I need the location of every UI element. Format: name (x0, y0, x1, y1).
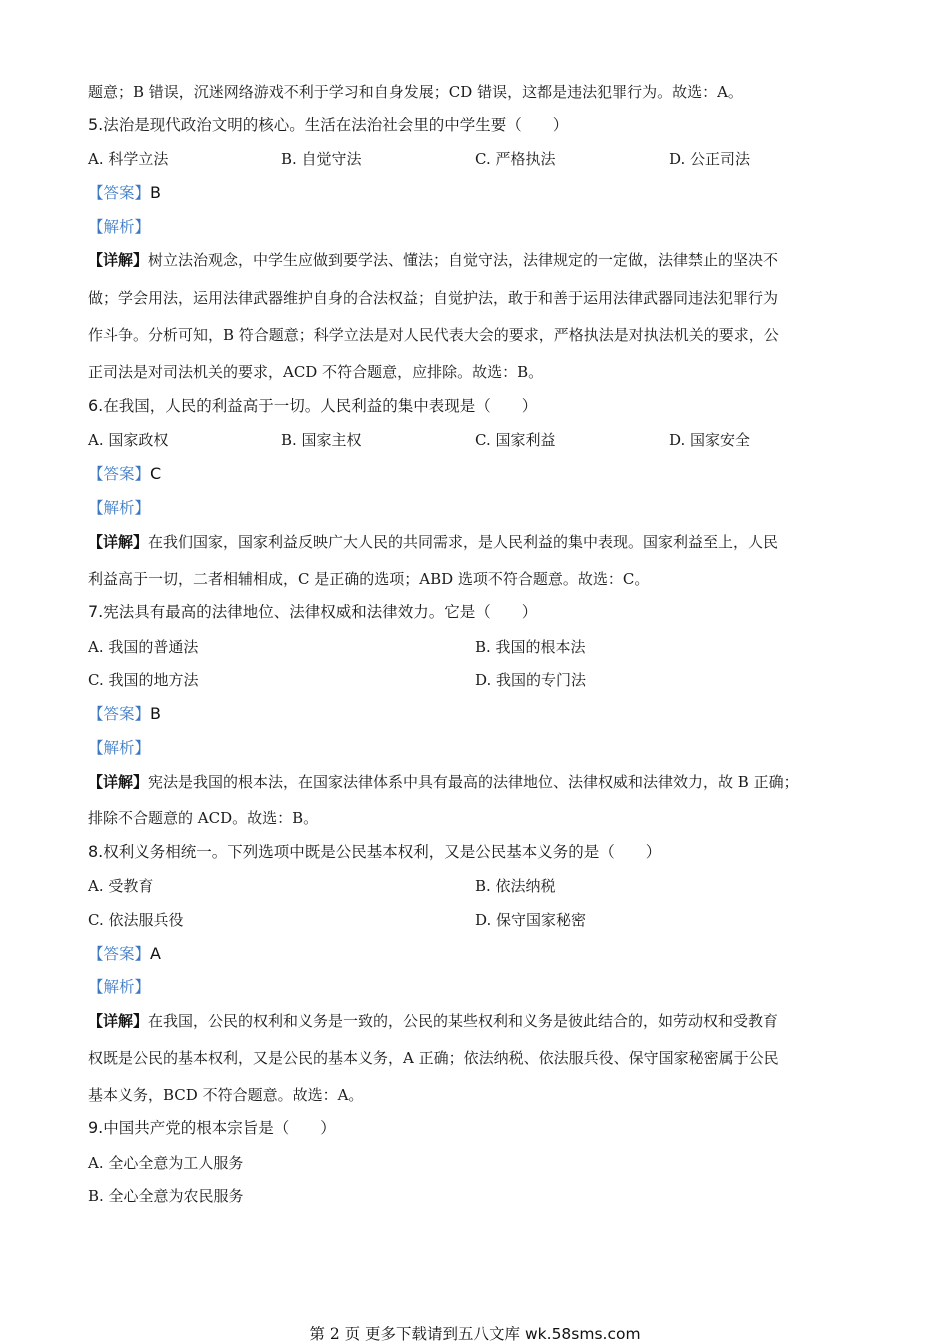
question-number: 8. (88, 842, 104, 861)
answer-value: A (150, 944, 161, 963)
q8-analysis (88, 977, 880, 997)
q9-option-b: B. 全心全意为农民服务 (88, 1187, 244, 1205)
q6-option-a: A. 国家政权 (88, 431, 169, 449)
question-number: 9. (88, 1118, 104, 1137)
q5-detail-line-2: 做；学会用法，运用法律武器维护自身的合法权益；自觉护法，敢于和善于运用法律武器同违法犯罪行为 (88, 289, 779, 307)
q5-answer (88, 183, 880, 203)
detail-label: 【详解】 (88, 773, 149, 791)
q7-option-a: A. 我国的普通法 (88, 638, 199, 656)
q7-option-c: C. 我国的地方法 (88, 671, 199, 689)
analysis-label: 【解析】 (88, 739, 151, 757)
answer-label: 【答案】 (88, 705, 151, 723)
q6-option-d: D. 国家安全 (669, 431, 751, 449)
q6-detail-line-2: 利益高于一切，二者相辅相成，C 是正确的选项；ABD 选项不符合题意。故选：C。 (88, 570, 650, 588)
detail-label: 【详解】 (88, 1012, 149, 1030)
question-6 (88, 396, 880, 416)
q8-detail-line-3: 基本义务，BCD 不符合题意。故选：A。 (88, 1086, 364, 1104)
detail-text: 在我国，公民的权利和义务是一致的，公民的某些权利和义务是彼此结合的，如劳动权和受教育 (148, 1012, 779, 1030)
detail-text: 树立法治观念，中学生应做到要学法、懂法；自觉守法，法律规定的一定做，法律禁止的坚决不 (148, 251, 779, 269)
q8-option-a: A. 受教育 (88, 877, 154, 895)
q7-detail-line-1 (88, 772, 880, 792)
question-stem: 法治是现代政治文明的核心。生活在法治社会里的中学生要（ ） (103, 116, 569, 134)
analysis-label: 【解析】 (88, 499, 151, 517)
question-5 (88, 115, 880, 135)
question-number: 5. (88, 115, 104, 134)
q8-option-c: C. 依法服兵役 (88, 911, 184, 929)
question-stem: 宪法具有最高的法律地位、法律权威和法律效力。它是（ ） (103, 603, 538, 621)
analysis-label: 【解析】 (88, 978, 151, 996)
answer-value: B (150, 183, 161, 202)
q7-detail-line-2: 排除不合题意的 ACD。故选：B。 (88, 809, 319, 827)
q5-detail-line-1 (88, 250, 880, 270)
page-footer (0, 1322, 950, 1344)
q6-analysis (88, 498, 880, 518)
question-number: 7. (88, 602, 104, 621)
q8-option-d: D. 保守国家秘密 (475, 911, 587, 929)
q5-detail-line-3: 作斗争。分析可知，B 符合题意；科学立法是对人民代表大会的要求，严格执法是对执法机关的要求，公 (88, 326, 779, 344)
question-stem: 中国共产党的根本宗旨是（ ） (103, 1119, 336, 1137)
detail-text: 宪法是我国的根本法，在国家法律体系中具有最高的法律地位、法律权威和法律效力，故 B 正确； (148, 773, 799, 791)
footer-text: 第 2 页 更多下载请到五八文库 (309, 1325, 525, 1343)
q9-option-a: A. 全心全意为工人服务 (88, 1154, 244, 1172)
question-8 (88, 842, 880, 862)
q5-option-a: A. 科学立法 (88, 150, 169, 168)
answer-label: 【答案】 (88, 945, 151, 963)
q6-detail-line-1 (88, 532, 880, 552)
analysis-label: 【解析】 (88, 218, 151, 236)
q7-option-d: D. 我国的专门法 (475, 671, 587, 689)
q7-option-b: B. 我国的根本法 (475, 638, 586, 656)
q8-detail-line-1 (88, 1011, 880, 1031)
question-7 (88, 602, 880, 622)
answer-label: 【答案】 (88, 465, 151, 483)
q5-option-d: D. 公正司法 (669, 150, 751, 168)
detail-text: 在我们国家，国家利益反映广大人民的共同需求，是人民利益的集中表现。国家利益至上，人民 (148, 533, 779, 551)
question-stem: 在我国，人民的利益高于一切。人民利益的集中表现是（ ） (103, 397, 538, 415)
detail-label: 【详解】 (88, 251, 149, 269)
answer-value: C (150, 464, 162, 483)
q5-option-b: B. 自觉守法 (281, 150, 362, 168)
q6-option-b: B. 国家主权 (281, 431, 362, 449)
question-9 (88, 1118, 880, 1138)
footer-site-link[interactable]: wk.58sms.com (524, 1325, 641, 1343)
q7-answer (88, 704, 880, 724)
q6-option-c: C. 国家利益 (475, 431, 556, 449)
q6-answer (88, 464, 880, 484)
q7-analysis (88, 738, 880, 758)
q8-answer (88, 944, 880, 964)
answer-value: B (150, 704, 161, 723)
q5-detail-line-4: 正司法是对司法机关的要求，ACD 不符合题意，应排除。故选：B。 (88, 363, 544, 381)
q8-detail-line-2: 权既是公民的基本权利，又是公民的基本义务，A 正确；依法纳税、依法服兵役、保守国家秘密属于公民 (88, 1049, 779, 1067)
q5-analysis (88, 217, 880, 237)
answer-label: 【答案】 (88, 184, 151, 202)
question-number: 6. (88, 396, 104, 415)
q5-option-c: C. 严格执法 (475, 150, 556, 168)
detail-label: 【详解】 (88, 533, 149, 551)
q8-option-b: B. 依法纳税 (475, 877, 556, 895)
question-stem: 权利义务相统一。下列选项中既是公民基本权利，又是公民基本义务的是（ ） (103, 843, 662, 861)
intro-line: 题意；B 错误，沉迷网络游戏不利于学习和自身发展；CD 错误，这都是违法犯罪行为。故选：A。 (88, 83, 743, 101)
